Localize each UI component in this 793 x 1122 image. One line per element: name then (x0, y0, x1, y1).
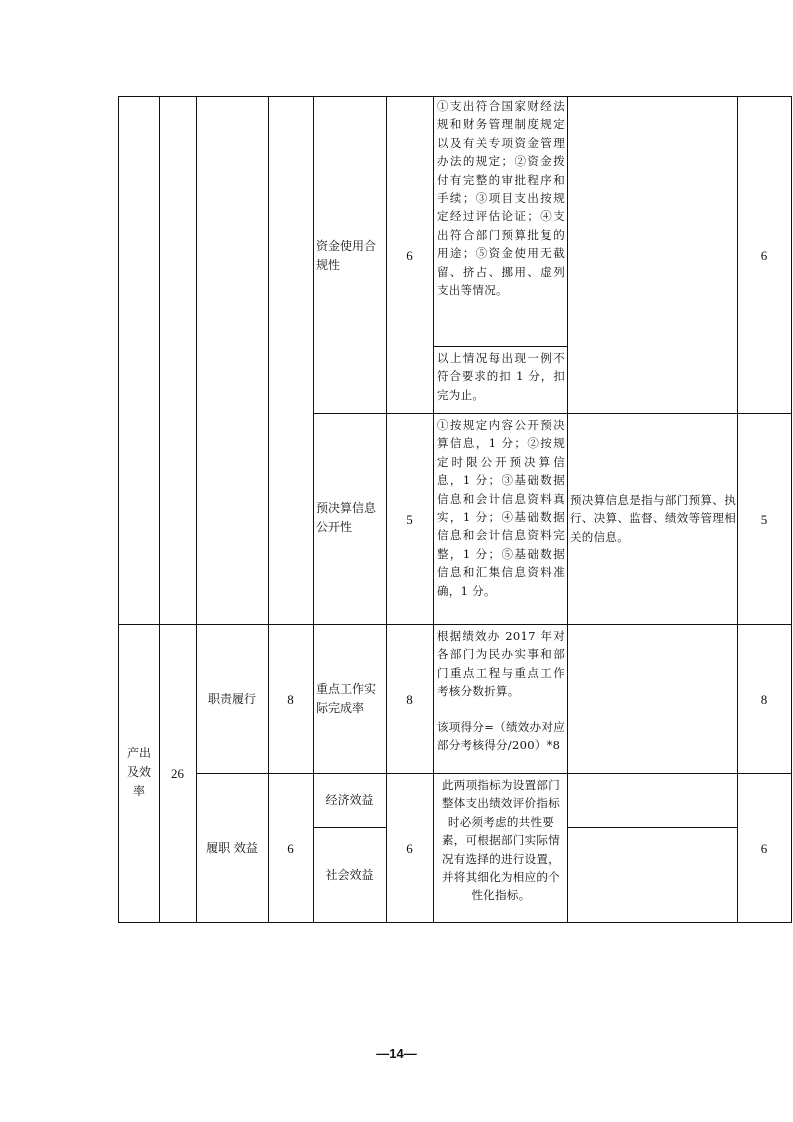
formula-key-work: 该项得分=（绩效办对应部分考核得分/200）*8 (437, 720, 565, 753)
result-compliance: 6 (760, 247, 768, 263)
sub-duty: 职责履行 (207, 691, 256, 706)
indicator-disclosure: 预决算信息公开性 (316, 501, 377, 534)
table-line (567, 827, 737, 828)
criteria-disclosure: ①按规定内容公开预决算信息，1 分；②按规定时限公开预决算信息，1 分；③基础数据信息和会计信息资料真实，1 分；④基础数据信息和会计信息资料完整，1 分；⑤基础数据信息和汇集信息资料准确，1 分。 (437, 418, 565, 598)
table-line (433, 346, 567, 347)
table-line (118, 96, 119, 923)
indicator-benefit-score: 6 (406, 840, 413, 856)
indicator-compliance: 资金使用合规性 (316, 239, 377, 272)
sub-duty-score: 8 (287, 691, 294, 707)
indicator-economic: 经济效益 (325, 793, 374, 807)
result-disclosure: 5 (760, 511, 768, 527)
indicator-key-work: 重点工作实际完成率 (316, 682, 377, 715)
criteria-compliance: ①支出符合国家财经法规和财务管理制度规定以及有关专项资金管理办法的规定；②资金拨付有完整的审批程序和手续；③项目支出按规定经过评估论证；④支出符合部门预算批复的用途；⑤资金使用无截留、挤占、挪用、虚列支出等情况。 (437, 99, 565, 298)
deduction-compliance: 以上情况每出现一例不符合要求的扣 1 分，扣完为止。 (437, 351, 565, 402)
indicator-key-work-score: 8 (406, 691, 413, 707)
result-key-work: 8 (760, 691, 768, 707)
table-line (791, 96, 792, 923)
category-output-score: 26 (171, 766, 184, 781)
score-disclosure: 5 (406, 511, 413, 527)
sub-benefit: 履职 效益 (206, 840, 258, 855)
sub-benefit-score: 6 (287, 840, 294, 856)
criteria-benefit: 此两项指标为设置部门整体支出绩效评价指标时必须考虑的共性要素，可根据部门实际情况有选择的进行设置，并将其细化为相应的个性化指标。 (442, 778, 560, 903)
category-output: 产出及效率 (126, 745, 151, 798)
table-line (567, 96, 568, 923)
page-number: —14— (376, 1046, 417, 1061)
criteria-key-work: 根据绩效办 2017 年对各部门为民办实事和部门重点工程与重点工作考核分数折算。 (437, 629, 565, 699)
indicator-social: 社会效益 (325, 867, 374, 882)
note-disclosure: 预决算信息是指与部门预算、执行、决算、监督、绩效等管理相关的信息。 (570, 493, 736, 544)
table-line (118, 922, 792, 923)
table-line (313, 413, 792, 414)
score-compliance: 6 (406, 247, 413, 263)
table-line (433, 96, 434, 923)
result-benefit: 6 (760, 840, 768, 856)
